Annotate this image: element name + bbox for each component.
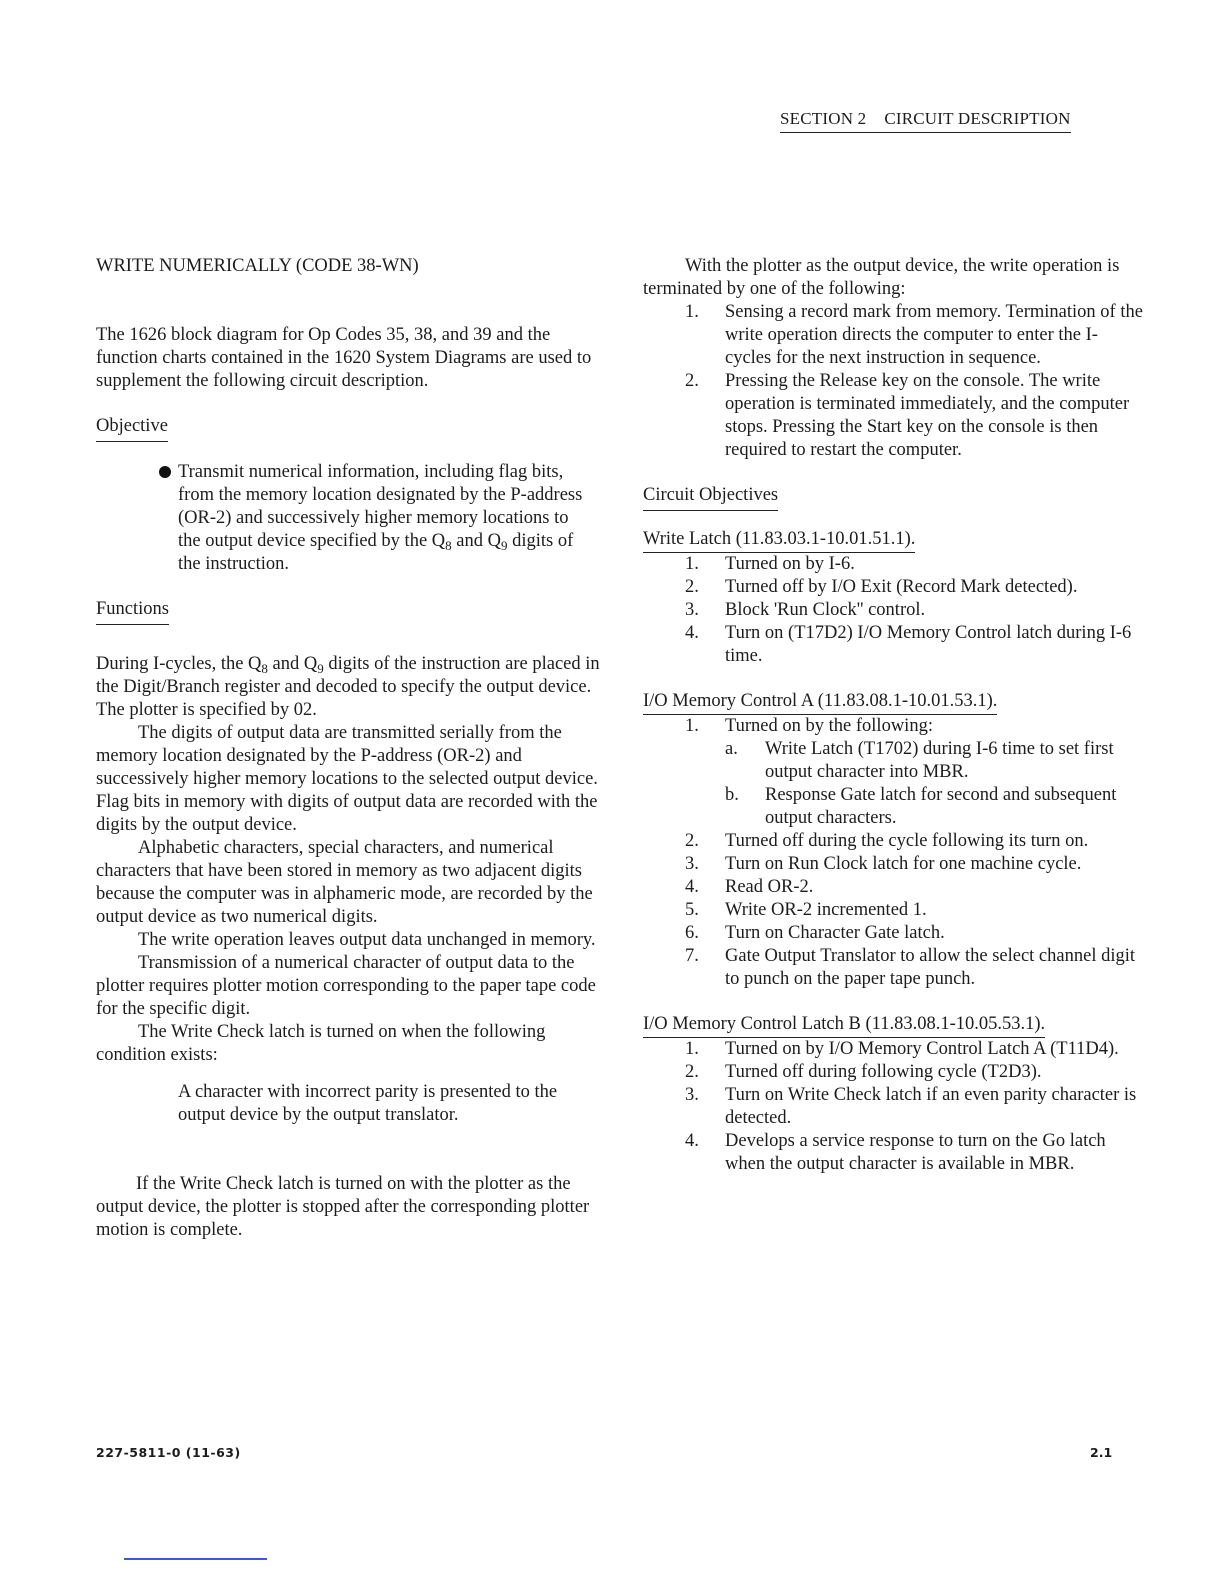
circuit-objectives-heading: Circuit Objectives bbox=[643, 484, 778, 511]
sub-list-item bbox=[725, 784, 1143, 830]
item-number: 3. bbox=[685, 1085, 699, 1105]
objective-bullet bbox=[178, 461, 606, 576]
list-item bbox=[643, 876, 1143, 899]
func-sub-9: 9 bbox=[317, 661, 324, 676]
io-memory-control-b-list bbox=[643, 1038, 1143, 1176]
list-item bbox=[643, 1038, 1143, 1061]
item-number: 1. bbox=[685, 716, 699, 736]
io-memory-control-a-heading: I/O Memory Control A (11.83.08.1-10.01.53.1). bbox=[643, 690, 997, 715]
item-number: 5. bbox=[685, 900, 699, 920]
func-p1-a: During I-cycles, the Q bbox=[96, 654, 262, 674]
list-item bbox=[643, 899, 1143, 922]
functions-paragraph-4: The write operation leaves output data unchanged in memory. bbox=[138, 930, 596, 950]
write-latch-heading: Write Latch (11.83.03.1-10.01.51.1). bbox=[643, 528, 915, 553]
item-number: 3. bbox=[685, 854, 699, 874]
document-number: 227-5811-0 (11-63) bbox=[96, 1445, 241, 1460]
list-item bbox=[643, 370, 1143, 462]
list-item bbox=[643, 715, 1143, 830]
io-memory-control-b-heading: I/O Memory Control Latch B (11.83.08.1-10.05.53.1). bbox=[643, 1013, 1045, 1038]
list-item bbox=[643, 1130, 1143, 1176]
page-header bbox=[780, 107, 1071, 133]
list-item bbox=[643, 922, 1143, 945]
item-number: 2. bbox=[685, 577, 699, 597]
item-number: 1. bbox=[685, 1039, 699, 1059]
item-text: Turned off during following cycle (T2D3). bbox=[725, 1062, 1042, 1082]
functions-paragraph-5: Transmission of a numerical character of output data to the plotter requires plotter motion corresponding to the paper tape code for the specific digit. bbox=[96, 953, 596, 1019]
list-item bbox=[643, 301, 1143, 370]
functions-paragraph-6: The Write Check latch is turned on when the following condition exists: bbox=[96, 1022, 546, 1065]
header-title: CIRCUIT DESCRIPTION bbox=[884, 109, 1071, 128]
left-column bbox=[96, 255, 606, 1242]
sub-item-letter: b. bbox=[725, 785, 739, 805]
item-number: 6. bbox=[685, 923, 699, 943]
item-text: Pressing the Release key on the console. The write operation is terminated immediately, and the computer stops. Pressing the Start key on the console is then required to restart the computer. bbox=[725, 371, 1130, 460]
sub-item-text: Response Gate latch for second and subsequent output characters. bbox=[765, 785, 1117, 828]
bullet-dot-icon bbox=[159, 466, 171, 478]
list-item bbox=[643, 599, 1143, 622]
item-number: 2. bbox=[685, 1062, 699, 1082]
page-number: 2.1 bbox=[1090, 1445, 1113, 1460]
list-item bbox=[643, 853, 1143, 876]
sub-list bbox=[725, 738, 1143, 830]
parity-condition: A character with incorrect parity is presented to the output device by the output translator. bbox=[178, 1082, 558, 1125]
item-number: 1. bbox=[685, 302, 699, 322]
functions-heading: Functions bbox=[96, 598, 169, 625]
item-text: Read OR-2. bbox=[725, 877, 814, 897]
right-column bbox=[643, 255, 1143, 1176]
functions-paragraph-1 bbox=[96, 653, 606, 722]
item-text: Turned off during the cycle following its turn on. bbox=[725, 831, 1089, 851]
document-title: WRITE NUMERICALLY (CODE 38-WN) bbox=[96, 256, 419, 276]
item-number: 3. bbox=[685, 600, 699, 620]
intro-paragraph: The 1626 block diagram for Op Codes 35, 38, and 39 and the function charts contained in the 1620 System Diagrams are used to supplement the following circuit description. bbox=[96, 325, 592, 391]
list-item bbox=[643, 576, 1143, 599]
termination-intro: With the plotter as the output device, the write operation is terminated by one of the following: bbox=[643, 256, 1120, 299]
sub-item-letter: a. bbox=[725, 739, 738, 759]
sub-list-item bbox=[725, 738, 1143, 784]
item-number: 4. bbox=[685, 1131, 699, 1151]
item-text: Turn on Run Clock latch for one machine cycle. bbox=[725, 854, 1082, 874]
item-text: Develops a service response to turn on the Go latch when the output character is available in MBR. bbox=[725, 1131, 1106, 1174]
list-item bbox=[643, 1061, 1143, 1084]
func-p1-c: digits of the instruction are placed in the Digit/Branch register and decoded to specify the output device. The plotter is specified by 02. bbox=[96, 654, 600, 720]
objective-text-c: digits of the instruction. bbox=[178, 531, 574, 574]
io-memory-control-a-list bbox=[643, 715, 1143, 991]
subscript-8: 8 bbox=[445, 538, 452, 553]
item-text: Write OR-2 incremented 1. bbox=[725, 900, 927, 920]
scan-artifact-line bbox=[124, 1558, 267, 1560]
functions-paragraph-2: The digits of output data are transmitted serially from the memory location designated by the P-address (OR-2) and successively higher memory locations to the selected output device. Flag bits in memory with digits of output data are recorded with the digits by the output device. bbox=[96, 723, 598, 835]
list-item bbox=[643, 553, 1143, 576]
func-sub-8: 8 bbox=[261, 661, 268, 676]
functions-paragraph-3: Alphabetic characters, special characters, and numerical characters that have been stored in memory as two adjacent digits because the computer was in alphameric mode, are recorded by the output device as two numerical digits. bbox=[96, 838, 593, 927]
item-text: Sensing a record mark from memory. Termination of the write operation directs the computer to enter the I-cycles for the next instruction in sequence. bbox=[725, 302, 1143, 368]
item-text: Turned on by the following: bbox=[725, 716, 933, 736]
objective-text-a: Transmit numerical information, including flag bits, from the memory location designated by the P-address (OR-2) and successively higher memory locations to the output device specified by the Q bbox=[178, 462, 583, 551]
func-p1-b: and Q bbox=[267, 654, 318, 674]
header-section: SECTION 2 bbox=[780, 109, 867, 128]
termination-list bbox=[643, 301, 1143, 462]
item-text: Block 'Run Clock'' control. bbox=[725, 600, 926, 620]
item-text: Turn on (T17D2) I/O Memory Control latch during I-6 time. bbox=[725, 623, 1132, 666]
objective-heading: Objective bbox=[96, 415, 168, 442]
item-text: Turned off by I/O Exit (Record Mark detected). bbox=[725, 577, 1078, 597]
item-number: 4. bbox=[685, 877, 699, 897]
list-item bbox=[643, 945, 1143, 991]
closing-paragraph: If the Write Check latch is turned on with the plotter as the output device, the plotter is stopped after the corresponding plotter motion is complete. bbox=[96, 1174, 590, 1240]
sub-item-text: Write Latch (T1702) during I-6 time to set first output character into MBR. bbox=[765, 739, 1114, 782]
list-item bbox=[643, 1084, 1143, 1130]
write-latch-list bbox=[643, 553, 1143, 668]
item-text: Turned on by I/O Memory Control Latch A (T11D4). bbox=[725, 1039, 1119, 1059]
item-text: Turned on by I-6. bbox=[725, 554, 855, 574]
item-number: 7. bbox=[685, 946, 699, 966]
item-number: 4. bbox=[685, 623, 699, 643]
objective-text-b: and Q bbox=[451, 531, 501, 551]
item-text: Turn on Character Gate latch. bbox=[725, 923, 945, 943]
item-text: Turn on Write Check latch if an even parity character is detected. bbox=[725, 1085, 1137, 1128]
item-number: 2. bbox=[685, 831, 699, 851]
item-number: 1. bbox=[685, 554, 699, 574]
item-text: Gate Output Translator to allow the select channel digit to punch on the paper tape punch. bbox=[725, 946, 1135, 989]
list-item bbox=[643, 622, 1143, 668]
list-item bbox=[643, 830, 1143, 853]
subscript-9: 9 bbox=[500, 538, 508, 553]
item-number: 2. bbox=[685, 371, 699, 391]
